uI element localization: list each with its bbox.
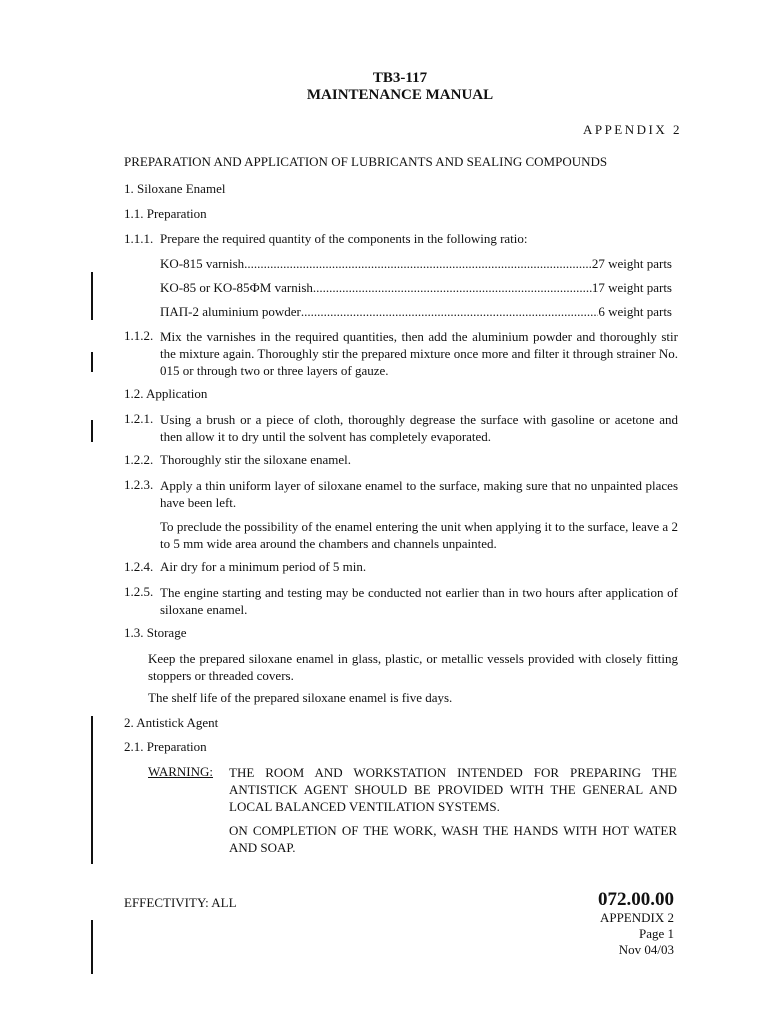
step-number: 1.2.5. <box>124 584 154 599</box>
step-number: 1.2.3. <box>124 477 154 492</box>
page-number: Page 1 <box>638 926 674 941</box>
ingredient-qty: 6 weight parts <box>598 304 672 319</box>
warning-text: THE ROOM AND WORKSTATION INTENDED FOR PREPARING THE ANTISTICK AGENT SHOULD BE PROVIDED WITH THE GENERAL AND LOCAL BALANCED VENTILATION SYSTEMS. <box>229 765 677 814</box>
ingredient-name: KO-85 or KO-85ФМ varnish <box>160 280 313 295</box>
step-number: 1.2.1. <box>124 411 154 426</box>
appendix-label: APPENDIX 2 <box>582 122 682 137</box>
ingredient-qty: 17 weight parts <box>591 280 672 295</box>
heading-1-1: 1.1. Preparation <box>124 206 207 221</box>
ingredient-row <box>160 280 672 296</box>
revision-date: Nov 04/03 <box>618 942 674 957</box>
doc-code: TB3-117 <box>372 70 428 86</box>
step-text: Mix the varnishes in the required quantities, then add the aluminium powder and thoroughly stir the mixture again. Thoroughly stir the prepared mixture once more and filter it through strainer No. 015 or through two or three layers of gauze. <box>160 329 678 378</box>
dot-leader <box>301 304 599 320</box>
heading-1: 1. Siloxane Enamel <box>124 181 226 196</box>
step-number: 1.1.1. <box>124 231 154 246</box>
revision-bar <box>91 716 93 864</box>
step-text: Air dry for a minimum period of 5 min. <box>160 559 367 574</box>
revision-bar <box>91 352 93 372</box>
manual-title: MAINTENANCE MANUAL <box>306 87 494 103</box>
step-number: 1.1.2. <box>124 328 154 343</box>
step-text: The engine starting and testing may be conducted not earlier than in two hours after application of siloxane enamel. <box>160 585 678 617</box>
step-text: Thoroughly stir the siloxane enamel. <box>160 452 351 467</box>
step-text: Prepare the required quantity of the components in the following ratio: <box>160 231 528 246</box>
step-text: Using a brush or a piece of cloth, thoroughly degrease the surface with gasoline or acetone and then allow it to dry until the solvent has completely evaporated. <box>160 412 678 444</box>
revision-bar <box>91 420 93 442</box>
ingredient-name: ПАП-2 aluminium powder <box>160 304 301 319</box>
effectivity: EFFECTIVITY: ALL <box>124 895 237 910</box>
heading-1-2: 1.2. Application <box>124 386 208 401</box>
dot-leader <box>244 256 592 272</box>
ingredient-row <box>160 304 672 320</box>
ingredient-row <box>160 256 672 272</box>
heading-1-3: 1.3. Storage <box>124 625 187 640</box>
chapter-number: 072.00.00 <box>598 889 674 910</box>
heading-2: 2. Antistick Agent <box>124 715 219 730</box>
heading-2-1: 2.1. Preparation <box>124 739 207 754</box>
step-number: 1.2.2. <box>124 452 154 467</box>
revision-bar <box>91 272 93 320</box>
warning-label: WARNING: <box>148 764 213 779</box>
step-text: To preclude the possibility of the enamel entering the unit when applying it to the surface, leave a 2 to 5 mm wide area around the chambers and channels unpainted. <box>160 519 678 551</box>
warning-text: ON COMPLETION OF THE WORK, WASH THE HANDS WITH HOT WATER AND SOAP. <box>229 823 677 855</box>
revision-bar <box>91 920 93 974</box>
step-text: Apply a thin uniform layer of siloxane enamel to the surface, making sure that no unpainted places have been left. <box>160 478 678 510</box>
section-title: PREPARATION AND APPLICATION OF LUBRICANTS AND SEALING COMPOUNDS <box>124 154 608 169</box>
step-number: 1.2.4. <box>124 559 154 574</box>
dot-leader <box>313 280 592 296</box>
storage-text: The shelf life of the prepared siloxane enamel is five days. <box>148 690 453 705</box>
footer-appendix: APPENDIX 2 <box>599 910 674 925</box>
ingredient-qty: 27 weight parts <box>591 256 672 271</box>
ingredient-name: KO-815 varnish <box>160 256 245 271</box>
storage-text: Keep the prepared siloxane enamel in glass, plastic, or metallic vessels provided with closely fitting stoppers or threaded covers. <box>148 651 678 683</box>
